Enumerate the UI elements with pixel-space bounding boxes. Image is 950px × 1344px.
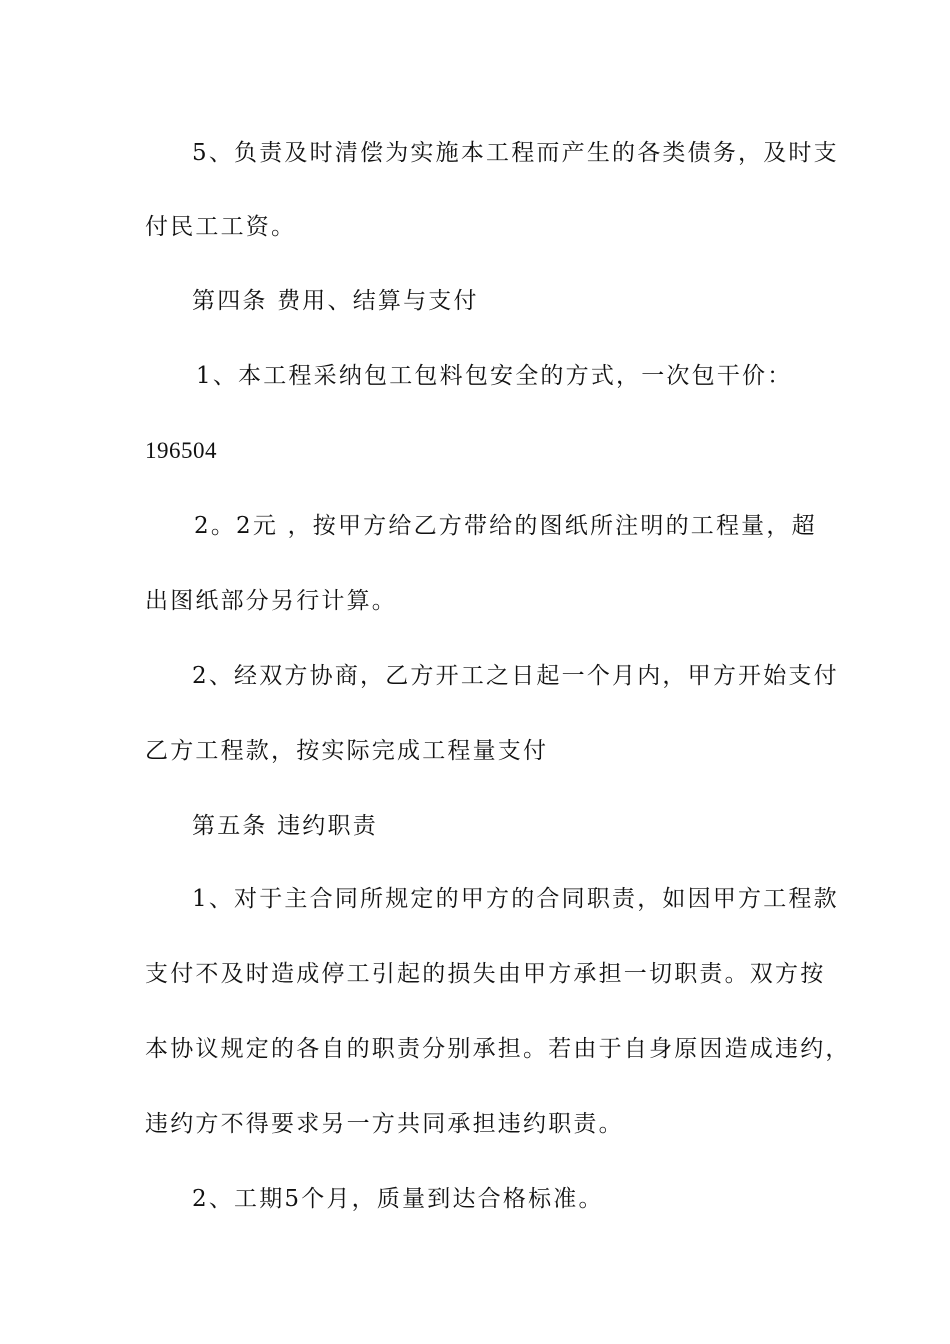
paragraph-line-4: 2。2元 ，按甲方给乙方带给的图纸所注明的工程量，超: [194, 513, 817, 539]
contract-amount: 196504: [145, 438, 217, 463]
paragraph-line-8: 1、对于主合同所规定的甲方的合同职责，如因甲方工程款: [192, 886, 839, 912]
paragraph-line-10: 本协议规定的各自的职责分别承担。若由于自身原因造成违约，: [145, 1036, 851, 1062]
paragraph-line-2: 付民工工资。: [145, 214, 297, 240]
paragraph-line-5: 出图纸部分另行计算。: [145, 588, 397, 614]
section-heading-article-4: 第四条 费用、结算与支付: [192, 288, 479, 314]
paragraph-line-12: 2、工期5个月，质量到达合格标准。: [192, 1186, 604, 1212]
paragraph-line-11: 违约方不得要求另一方共同承担违约职责。: [145, 1111, 624, 1137]
section-heading-article-5: 第五条 违约职责: [192, 813, 378, 839]
paragraph-line-7: 乙方工程款，按实际完成工程量支付: [145, 738, 549, 764]
paragraph-line-6: 2、经双方协商，乙方开工之日起一个月内，甲方开始支付: [192, 663, 839, 689]
paragraph-line-3: 1、本工程采纳包工包料包安全的方式，一次包干价：: [196, 363, 793, 389]
paragraph-line-1: 5、负责及时清偿为实施本工程而产生的各类债务，及时支: [192, 140, 839, 166]
paragraph-line-9: 支付不及时造成停工引起的损失由甲方承担一切职责。双方按: [145, 961, 826, 987]
